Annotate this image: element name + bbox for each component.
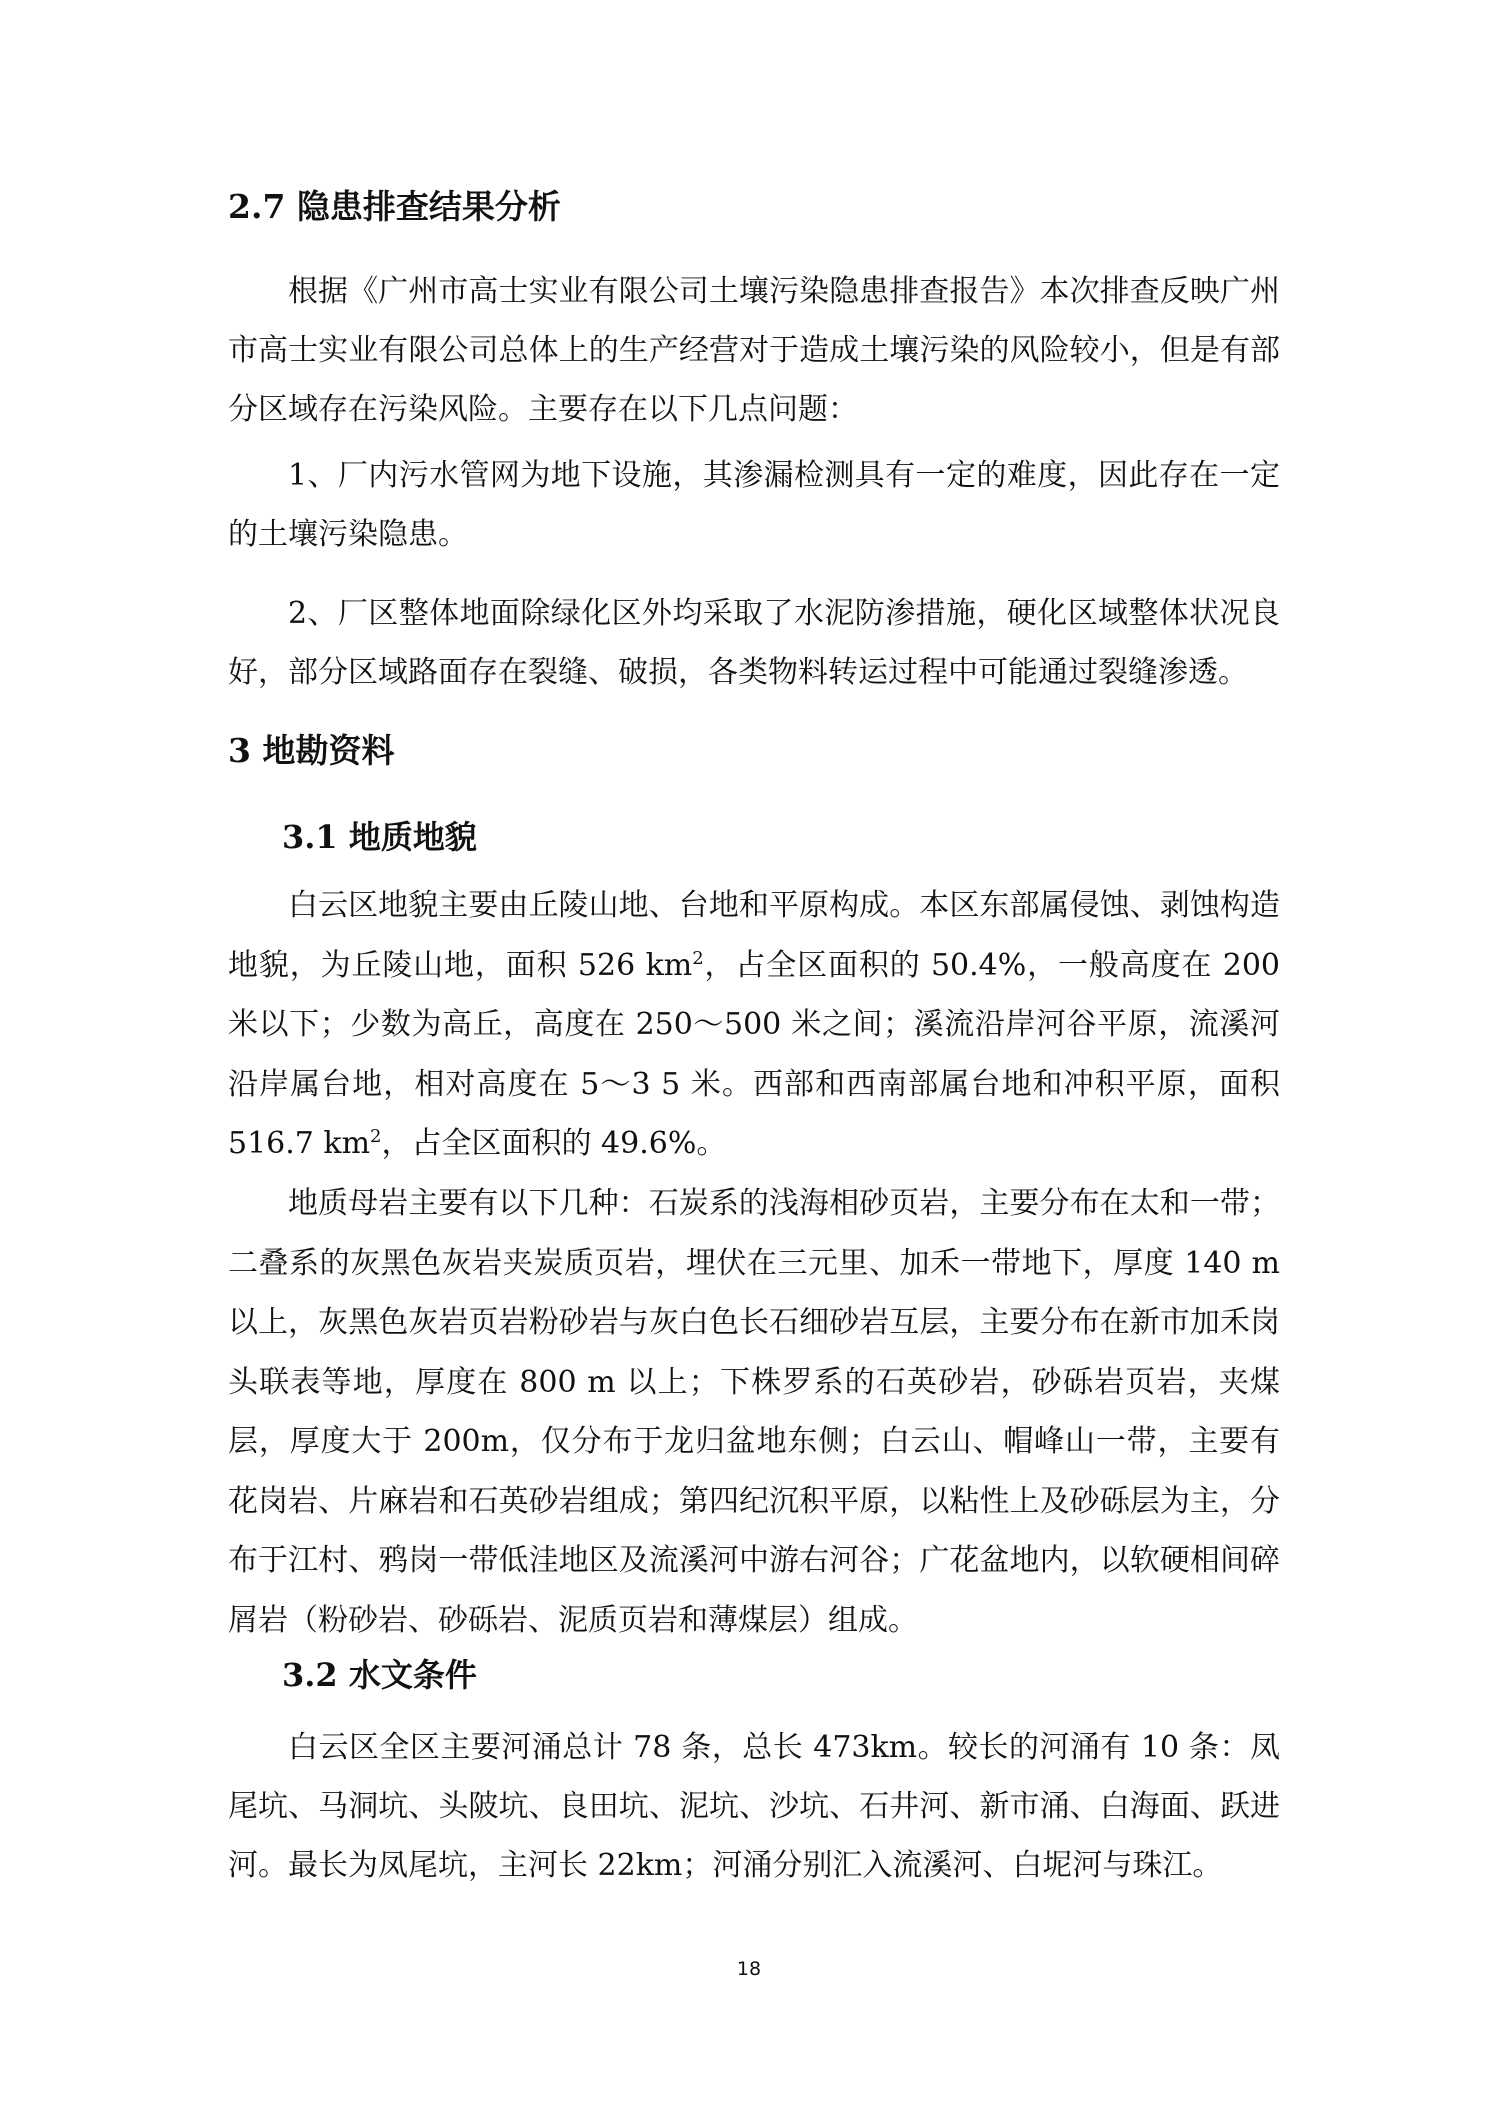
landform-text-c: ，占全区面积的 49.6%。 bbox=[381, 1126, 727, 1161]
superscript-2-first: 2 bbox=[692, 947, 704, 969]
section-heading-2-7: 2.7 隐患排查结果分析 bbox=[228, 187, 561, 226]
page-number: 18 bbox=[736, 1958, 762, 1980]
paragraph-3-1-bedrock: 地质母岩主要有以下几种：石炭系的浅海相砂页岩，主要分布在太和一带；二叠系的灰黑色灰岩夹炭质页岩，埋伏在三元里、加禾一带地下，厚度 140 m 以上，灰黑色灰岩页岩粉砂岩与灰白色长石细砂岩互层，主要分布在新市加禾岗头联表等地，厚度在 800 m 以上；下株罗系的石英砂岩，砂砾岩页岩，夹煤层，厚度大于 200m，仅分布于龙归盆地东侧；白云山、帽峰山一带，主要有花岗岩、片麻岩和石英砂岩组成；第四纪沉积平原，以粘性上及砂砾层为主，分布于江村、鸦岗一带低洼地区及流溪河中游右河谷；广花盆地内，以软硬相间碎屑岩（粉砂岩、砂砾岩、泥质页岩和薄煤层）组成。 bbox=[228, 1186, 1280, 1638]
section-heading-3: 3 地勘资料 bbox=[228, 731, 395, 770]
superscript-2-second: 2 bbox=[370, 1126, 382, 1147]
section-heading-3-2: 3.2 水文条件 bbox=[282, 1656, 477, 1694]
paragraph-3-1-landform bbox=[228, 876, 1280, 1174]
paragraph-2-7-intro: 根据《广州市高士实业有限公司土壤污染隐患排查报告》本次排查反映广州市高士实业有限公司总体上的生产经营对于造成土壤污染的风险较小，但是有部分区域存在污染风险。主要存在以下几点问题： bbox=[228, 274, 1280, 427]
paragraph-2-7-item-2: 2、厂区整体地面除绿化区外均采取了水泥防渗措施，硬化区域整体状况良好，部分区域路面存在裂缝、破损，各类物料转运过程中可能通过裂缝渗透。 bbox=[228, 596, 1280, 690]
paragraph-2-7-item-1: 1、厂内污水管网为地下设施，其渗漏检测具有一定的难度，因此存在一定的土壤污染隐患。 bbox=[228, 458, 1280, 552]
paragraph-3-2-hydrology: 白云区全区主要河涌总计 78 条，总长 473km。较长的河涌有 10 条：凤尾坑、马洞坑、头陂坑、良田坑、泥坑、沙坑、石井河、新市涌、白海面、跃进河。最长为凤尾坑，主河长 22km；河涌分别汇入流溪河、白坭河与珠江。 bbox=[228, 1730, 1280, 1883]
landform-text-b: ，占全区面积的 50.4%，一般高度在 200 米以下；少数为高丘，高度在 250～500 米之间；溪流沿岸河谷平原，流溪河沿岸属台地，相对高度在 5～3 5 米。西部和西南部属台地和冲积平原，面积 516.7 km bbox=[228, 947, 1280, 1161]
landform-text-a: 白云区地貌主要由丘陵山地、台地和平原构成。本区东部属侵蚀、剥蚀构造地貌，为丘陵山地，面积 526 km bbox=[228, 888, 1280, 983]
section-heading-3-1: 3.1 地质地貌 bbox=[282, 818, 477, 856]
